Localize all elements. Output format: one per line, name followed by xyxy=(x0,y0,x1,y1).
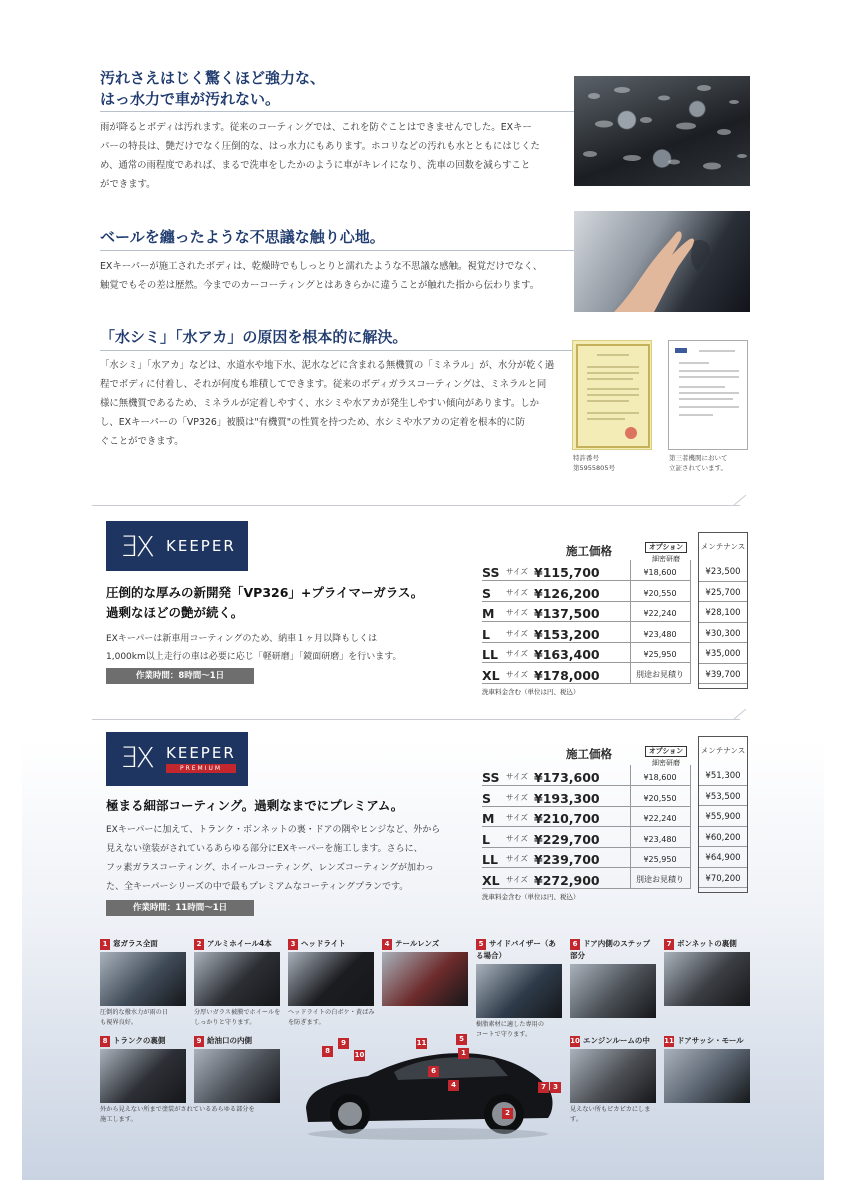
plan2-price-note: 洗車料金含む（単位は円、税込） xyxy=(482,893,580,901)
size-label: LL xyxy=(482,847,506,868)
maintenance-price: ¥28,100 xyxy=(699,602,747,623)
part-number: 10 xyxy=(570,1037,580,1045)
part-title-text: トランクの裏側 xyxy=(113,1036,166,1045)
part-description-line2: 施工します。 xyxy=(100,1116,137,1123)
section1-body-line: ができます。 xyxy=(100,179,156,190)
patent-certificate-image xyxy=(572,340,652,450)
size-label: L xyxy=(482,827,506,848)
part-title-text: ドア内側のステップ部分 xyxy=(570,939,651,960)
patent-caption xyxy=(573,453,615,473)
size-suffix: サイズ xyxy=(506,642,534,663)
part-number: 8 xyxy=(100,1036,110,1047)
plan1-headline-line1: 圧倒的な厚みの新開発「VP326」+プライマーガラス。 xyxy=(106,585,424,600)
part-description-line1: 外から見えない所まで塗装がされているあらゆる部分を xyxy=(100,1106,255,1113)
sports-car-image xyxy=(298,1030,558,1142)
part-description xyxy=(194,1008,284,1028)
part-description-line1: 樹脂素材に適した専用の xyxy=(476,1021,545,1028)
install-price: ¥163,400 xyxy=(534,642,630,663)
section-divider xyxy=(92,505,740,506)
part-description xyxy=(288,1008,378,1028)
maintenance-price: ¥53,500 xyxy=(699,786,747,807)
plan1-price-row xyxy=(482,601,690,622)
car-marker: 11 xyxy=(416,1039,427,1047)
water-droplets-image xyxy=(574,76,750,186)
section1-title-line2: はっ水力で車が汚れない。 xyxy=(100,90,281,108)
plan2-maintenance-header: メンテナンス xyxy=(700,746,746,755)
part-title-text: エンジンルームの中 xyxy=(583,1036,650,1045)
maintenance-price: ¥35,000 xyxy=(699,643,747,664)
part-title xyxy=(288,938,374,950)
section3-body-line: ぐことができます。 xyxy=(100,436,184,447)
size-label: M xyxy=(482,601,506,622)
section3-body xyxy=(100,356,574,451)
part-photo xyxy=(194,952,280,1006)
plan1-price-header: 施工価格 xyxy=(566,544,612,558)
option-price: ¥25,950 xyxy=(630,642,690,663)
plan2-price-row xyxy=(482,786,690,807)
part-description-line2: コートで守ります。 xyxy=(476,1031,532,1038)
maintenance-price: ¥55,900 xyxy=(699,806,747,827)
certificate-text-lines xyxy=(573,341,653,451)
part-title xyxy=(100,938,186,950)
plan2-option-label: オプション xyxy=(645,746,687,757)
part-description-line2: しっかりと守ります。 xyxy=(194,1019,256,1026)
part-title xyxy=(664,1035,750,1047)
part-title xyxy=(664,938,750,950)
option-price: 別途お見積り xyxy=(630,663,690,684)
install-price: ¥210,700 xyxy=(534,806,630,827)
divider-corner xyxy=(734,494,748,508)
car-diagram xyxy=(298,1030,558,1142)
part-photo xyxy=(100,952,186,1006)
section3-body-line: 「水シミ」「水アカ」などは、水道水や地下水、泥水などに含まれる無機質の「ミネラル」が、水分が乾く過 xyxy=(100,360,555,371)
section2-rule xyxy=(100,250,574,251)
install-price: ¥229,700 xyxy=(534,827,630,848)
part-photo xyxy=(476,964,562,1018)
maintenance-price: ¥23,500 xyxy=(699,561,747,582)
maintenance-price: ¥25,700 xyxy=(699,582,747,603)
option-price: ¥22,240 xyxy=(630,806,690,827)
section1-body-line: パーの特長は、艶だけでなく圧倒的な、はっ水力にもあります。ホコリなどの汚れも水とともにはじくた xyxy=(100,141,540,152)
part-title xyxy=(382,938,468,950)
size-label: LL xyxy=(482,642,506,663)
part-description-line1: 圧倒的な撥水力が雨の日 xyxy=(100,1009,169,1016)
part-photo xyxy=(100,1049,186,1103)
coating-part-item xyxy=(194,1035,280,1105)
part-number: 11 xyxy=(664,1037,674,1045)
part-description xyxy=(100,1105,280,1125)
maintenance-price: ¥51,300 xyxy=(699,765,747,786)
plan2-description-line: フッ素ガラスコーティング、ホイールコーティング、レンズコーティングが加わっ xyxy=(106,863,434,873)
coating-part-item xyxy=(382,938,468,1008)
plan1-maintenance-box xyxy=(698,532,748,689)
plan2-description-line: EXキーパーに加えて、トランク・ボンネットの裏・ドアの隅やヒンジなど、外から xyxy=(106,825,441,835)
car-marker: 7 xyxy=(538,1082,549,1093)
coating-part-item xyxy=(100,938,186,1028)
section1-body-line: め、通常の雨程度であれば、まるで洗車をしたかのように車がキレイになり、洗車の回数を減らすこと xyxy=(100,160,531,171)
plan2-price-row xyxy=(482,847,690,868)
plan1-headline xyxy=(106,583,423,623)
plan2-option-sublabel: 細密研磨 xyxy=(652,759,680,767)
part-number: 4 xyxy=(382,939,392,950)
plan1-price-row xyxy=(482,622,690,643)
part-title xyxy=(100,1035,186,1047)
coating-part-item xyxy=(664,1035,750,1105)
section2-body xyxy=(100,257,574,295)
plan1-description-line1: EXキーパーは新車用コーティングのため、納車１ヶ月以降もしくは xyxy=(106,634,378,644)
report-caption-line1: 第三者機関において xyxy=(669,454,728,462)
part-title-text: サイドバイザー（ある場合） xyxy=(476,939,556,960)
plan2-worktime-badge: 作業時間：11時間〜1日 xyxy=(106,900,254,916)
section1-body-line: 雨が降るとボディは汚れます。従来のコーティングでは、これを防ぐことはできませんでした。EXキー xyxy=(100,122,532,133)
part-number: 9 xyxy=(194,1036,204,1047)
size-suffix: サイズ xyxy=(506,560,534,581)
part-title-text: テールレンズ xyxy=(395,939,440,948)
maintenance-price: ¥70,200 xyxy=(699,868,747,889)
plan1-option-label: オプション xyxy=(645,542,687,553)
install-price: ¥272,900 xyxy=(534,868,630,889)
part-title-text: ボンネットの裏側 xyxy=(677,939,737,948)
report-text-lines xyxy=(669,341,749,451)
plan2-description xyxy=(106,821,440,897)
install-price: ¥239,700 xyxy=(534,847,630,868)
ex-logo-mark: ∃X xyxy=(120,530,153,563)
car-marker: 1 xyxy=(458,1048,469,1059)
plan2-description-line: 見えない塗装がされているあらゆる部分にEXキーパーを施工します。さらに、 xyxy=(106,844,423,854)
option-price: ¥20,550 xyxy=(630,786,690,807)
ex-keeper-logo xyxy=(106,521,248,571)
part-description-line1: 分厚いガラス被膜でホイールを xyxy=(194,1009,281,1016)
car-marker: 4 xyxy=(448,1080,459,1091)
size-suffix: サイズ xyxy=(506,601,534,622)
size-suffix: サイズ xyxy=(506,827,534,848)
coating-part-item xyxy=(570,1035,656,1125)
keeper-wordmark: KEEPER xyxy=(166,744,236,762)
section3-body-line: 様に無機質であるため、ミネラルが定着しやすく、水シミや水アカが発生しやすい傾向があります。しか xyxy=(100,398,539,409)
part-description-line2: も視界良好。 xyxy=(100,1019,138,1026)
size-suffix: サイズ xyxy=(506,622,534,643)
report-caption-line2: 立証されています。 xyxy=(669,464,727,472)
size-label: SS xyxy=(482,560,506,581)
car-marker: 3 xyxy=(550,1082,561,1093)
plan1-worktime-badge: 作業時間：8時間〜1日 xyxy=(106,668,254,684)
part-photo xyxy=(570,964,656,1018)
premium-ribbon: PREMIUM xyxy=(166,764,236,773)
part-title-text: 給油口の内側 xyxy=(207,1036,252,1045)
plan2-price-row xyxy=(482,806,690,827)
coating-part-item xyxy=(570,938,656,1020)
coating-part-item xyxy=(288,938,374,1028)
install-price: ¥173,600 xyxy=(534,765,630,786)
size-label: S xyxy=(482,581,506,602)
part-number: 6 xyxy=(570,939,580,950)
size-label: L xyxy=(482,622,506,643)
car-marker: 6 xyxy=(428,1066,439,1077)
part-photo xyxy=(664,1049,750,1103)
size-suffix: サイズ xyxy=(506,765,534,786)
plan1-option-sublabel: 細密研磨 xyxy=(652,555,680,563)
part-description-line1: 見えない所もピカピカにします。 xyxy=(570,1106,651,1123)
option-price: ¥23,480 xyxy=(630,622,690,643)
coating-part-item xyxy=(194,938,280,1028)
part-title xyxy=(194,1035,280,1047)
car-marker: 5 xyxy=(456,1034,467,1045)
ex-keeper-premium-logo xyxy=(106,732,248,786)
part-photo xyxy=(664,952,750,1006)
option-price: 別途お見積り xyxy=(630,868,690,889)
size-suffix: サイズ xyxy=(506,847,534,868)
plan2-price-row xyxy=(482,827,690,848)
part-number: 5 xyxy=(476,939,486,950)
section1-title-line1: 汚れさえはじく驚くほど強力な、 xyxy=(100,69,326,87)
plan2-price-row xyxy=(482,765,690,786)
size-label: SS xyxy=(482,765,506,786)
hand-touching-car-photo xyxy=(574,211,750,312)
part-title-text: 窓ガラス全面 xyxy=(113,939,158,948)
part-photo xyxy=(288,952,374,1006)
maintenance-price: ¥60,200 xyxy=(699,827,747,848)
section3-body-line: し、EXキーパーの「VP326」被膜は"有機質"の性質を持つため、水シミや水アカの定着を根本的に防 xyxy=(100,417,525,428)
option-price: ¥18,600 xyxy=(630,765,690,786)
part-title xyxy=(194,938,280,950)
section3-rule xyxy=(100,350,574,351)
size-label: XL xyxy=(482,868,506,889)
install-price: ¥153,200 xyxy=(534,622,630,643)
patent-caption-line1: 特許番号 xyxy=(573,454,599,462)
section3-title: 「水シミ」「水アカ」の原因を根本的に解決。 xyxy=(100,328,408,346)
part-description xyxy=(570,1105,660,1125)
plan1-price-note: 洗車料金含む（単位は円、税込） xyxy=(482,688,580,696)
part-number: 1 xyxy=(100,939,110,950)
ex-logo-mark: ∃X xyxy=(120,741,153,774)
plan1-description-line2: 1,000km以上走行の車は必要に応じ「軽研磨」「鏡面研磨」を行います。 xyxy=(106,652,402,662)
plan1-price-row xyxy=(482,560,690,581)
install-price: ¥115,700 xyxy=(534,560,630,581)
size-suffix: サイズ xyxy=(506,786,534,807)
coating-part-item xyxy=(476,938,562,1040)
option-price: ¥20,550 xyxy=(630,581,690,602)
size-label: XL xyxy=(482,663,506,684)
part-title-text: ドアサッシ・モール xyxy=(677,1036,744,1045)
section1-body xyxy=(100,118,574,194)
plan2-headline: 極まる細部コーティング。過剰なまでにプレミアム。 xyxy=(106,798,404,813)
car-marker: 9 xyxy=(338,1038,349,1049)
maintenance-price: ¥39,700 xyxy=(699,664,747,685)
option-price: ¥22,240 xyxy=(630,601,690,622)
coating-part-item xyxy=(664,938,750,1008)
maintenance-price: ¥64,900 xyxy=(699,847,747,868)
section2-body-line: EXキーパーが施工されたボディは、乾燥時でもしっとりと濡れたような不思議な感触。視覚だけでなく、 xyxy=(100,261,543,272)
divider-corner xyxy=(734,708,748,722)
third-party-report-image xyxy=(668,340,748,450)
part-title xyxy=(570,938,656,962)
plan2-description-line: た、全キーパーシリーズの中で最もプレミアムなコーティングプランです。 xyxy=(106,882,409,892)
water-beading-photo xyxy=(574,76,750,186)
part-photo xyxy=(382,952,468,1006)
section1-rule xyxy=(100,111,574,112)
part-title xyxy=(570,1035,656,1047)
brochure-page xyxy=(22,20,824,1180)
patent-caption-line2: 第5955805号 xyxy=(573,464,615,472)
size-suffix: サイズ xyxy=(506,581,534,602)
part-title-text: アルミホイール4本 xyxy=(207,939,272,948)
hand-image xyxy=(574,211,750,312)
part-description-line1: ヘッドライトの白ボケ・黄ばみを防ぎます。 xyxy=(288,1009,375,1026)
plan1-maintenance-header: メンテナンス xyxy=(700,542,746,551)
plan1-price-row xyxy=(482,642,690,663)
size-suffix: サイズ xyxy=(506,663,534,684)
plan2-price-table xyxy=(482,765,691,889)
size-suffix: サイズ xyxy=(506,806,534,827)
section2-title: ベールを纏ったような不思議な触り心地。 xyxy=(100,228,385,246)
part-photo xyxy=(570,1049,656,1103)
car-marker: 8 xyxy=(322,1046,333,1057)
size-suffix: サイズ xyxy=(506,868,534,889)
section-divider xyxy=(92,719,740,720)
install-price: ¥193,300 xyxy=(534,786,630,807)
install-price: ¥178,000 xyxy=(534,663,630,684)
part-title-text: ヘッドライト xyxy=(301,939,346,948)
plan2-maintenance-box xyxy=(698,736,748,893)
car-marker: 10 xyxy=(354,1051,365,1059)
part-number: 2 xyxy=(194,939,204,950)
option-price: ¥25,950 xyxy=(630,847,690,868)
plan2-price-row xyxy=(482,868,690,889)
plan1-price-row xyxy=(482,581,690,602)
install-price: ¥126,200 xyxy=(534,581,630,602)
size-label: S xyxy=(482,786,506,807)
option-price: ¥23,480 xyxy=(630,827,690,848)
car-marker: 2 xyxy=(502,1108,513,1119)
plan1-headline-line2: 過剰なほどの艶が続く。 xyxy=(106,605,244,620)
part-number: 7 xyxy=(664,939,674,950)
option-price: ¥18,600 xyxy=(630,560,690,581)
size-label: M xyxy=(482,806,506,827)
maintenance-price: ¥30,300 xyxy=(699,623,747,644)
part-number: 3 xyxy=(288,939,298,950)
plan1-price-table xyxy=(482,560,691,684)
plan1-price-row xyxy=(482,663,690,684)
section2-body-line: 触覚でもその差は歴然。今までのカーコーティングとはあきらかに違うことが触れた指から伝わります。 xyxy=(100,280,540,291)
plan1-description xyxy=(106,630,402,666)
plan2-price-header: 施工価格 xyxy=(566,747,612,761)
part-photo xyxy=(194,1049,280,1103)
keeper-wordmark: KEEPER xyxy=(166,537,236,555)
section1-title xyxy=(100,68,325,110)
part-description xyxy=(100,1008,190,1028)
report-caption xyxy=(669,453,728,473)
part-title xyxy=(476,938,562,962)
install-price: ¥137,500 xyxy=(534,601,630,622)
section3-body-line: 程でボディに付着し、それが何度も堆積してできます。従来のボディガラスコーティングは、ミネラルと同 xyxy=(100,379,547,390)
